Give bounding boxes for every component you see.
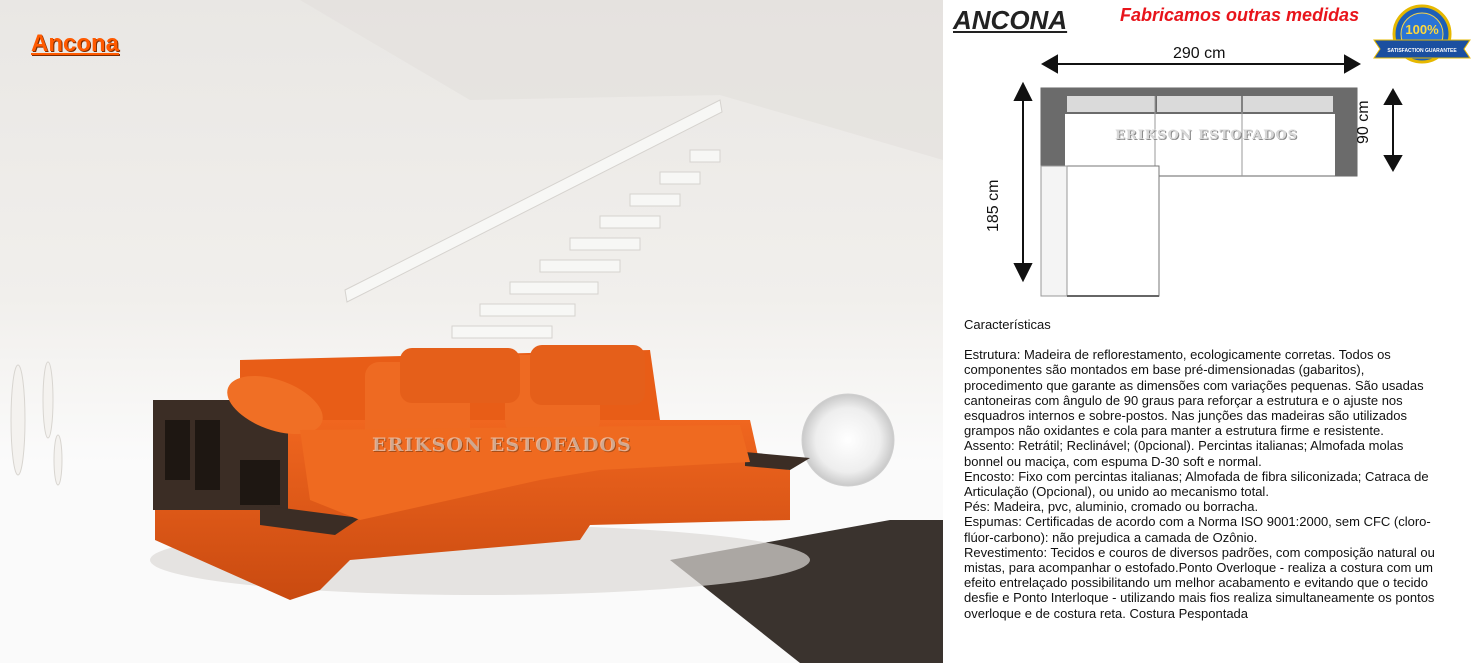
globe-lamp xyxy=(802,394,894,486)
width-label: 290 cm xyxy=(1173,45,1226,62)
spec-pes: Pés: Madeira, pvc, aluminio, cromado ou borracha. xyxy=(964,499,1259,515)
spec-estrutura: Estrutura: Madeira de reflorestamento, ecologicamente corretas. Todos os componentes são montados em base pré-dimensionadas (gabaritos), procedimento que garante as dimensões com variações pequenas. São usadas cantoneiras com ângulo de 90 graus para reforçar a estrutura e o ajuste nos esquadros internos e sobre-postos. Nas junções das madeiras são utilizados grampos não oxidantes e cola para manter a estrutura firme e resistente. xyxy=(964,347,1424,439)
model-title: ANCONA xyxy=(953,5,1068,35)
length-arrow xyxy=(1015,84,1031,280)
sofa-outline xyxy=(1041,88,1357,296)
specifications xyxy=(964,317,1444,621)
seal-text: SATISFACTION GUARANTEE xyxy=(1387,48,1457,54)
depth-arrow xyxy=(1385,90,1401,170)
photo-watermark: ERIKSON ESTOFADOS xyxy=(372,434,632,456)
dimension-diagram xyxy=(955,40,1470,310)
spec-espumas: Espumas: Certificadas de acordo com a Norma ISO 9001:2000, sem CFC (cloro-flúor-carbono): não prejudica a camada de Ozônio. xyxy=(964,514,1431,545)
spec-encosto: Encosto: Fixo com percintas italianas; Almofada de fibra siliconizada; Catraca de Articulação (Opcional), ou unido ao mecanismo total. xyxy=(964,468,1429,500)
custom-sizes-notice: Fabricamos outras medidas xyxy=(1120,5,1360,25)
diagram-watermark: ERIKSON ESTOFADOS xyxy=(1115,128,1299,143)
sofa-floorplan xyxy=(955,40,1470,310)
spec-assento: Assento: Retrátil; Reclinável; (0pcional). Percintas italianas; Almofada molas bonnel ou maciça, com espuma D-30 soft e normal. xyxy=(964,438,1404,469)
specs-heading: Características xyxy=(964,317,1051,332)
staircase xyxy=(345,100,722,338)
vases xyxy=(11,362,62,485)
seal-number: 100% xyxy=(1405,22,1439,37)
photo-title: Ancona xyxy=(31,30,120,57)
depth-label: 90 cm xyxy=(1355,100,1372,144)
length-label: 185 cm xyxy=(985,179,1002,232)
spec-revestimento: Revestimento: Tecidos e couros de diversos padrões, com composição natural ou mistas, para acompanhar o estofado.Ponto Overloque - realiza a costura com um efeito entrelaçado possibilitando um melhor acabamento e evitando que o tecido desfie e Ponto Interloque - utilizando mais fios realiza simultaneamente os pontos overloque e de costura reta. Costura Pespontada xyxy=(964,544,1435,621)
